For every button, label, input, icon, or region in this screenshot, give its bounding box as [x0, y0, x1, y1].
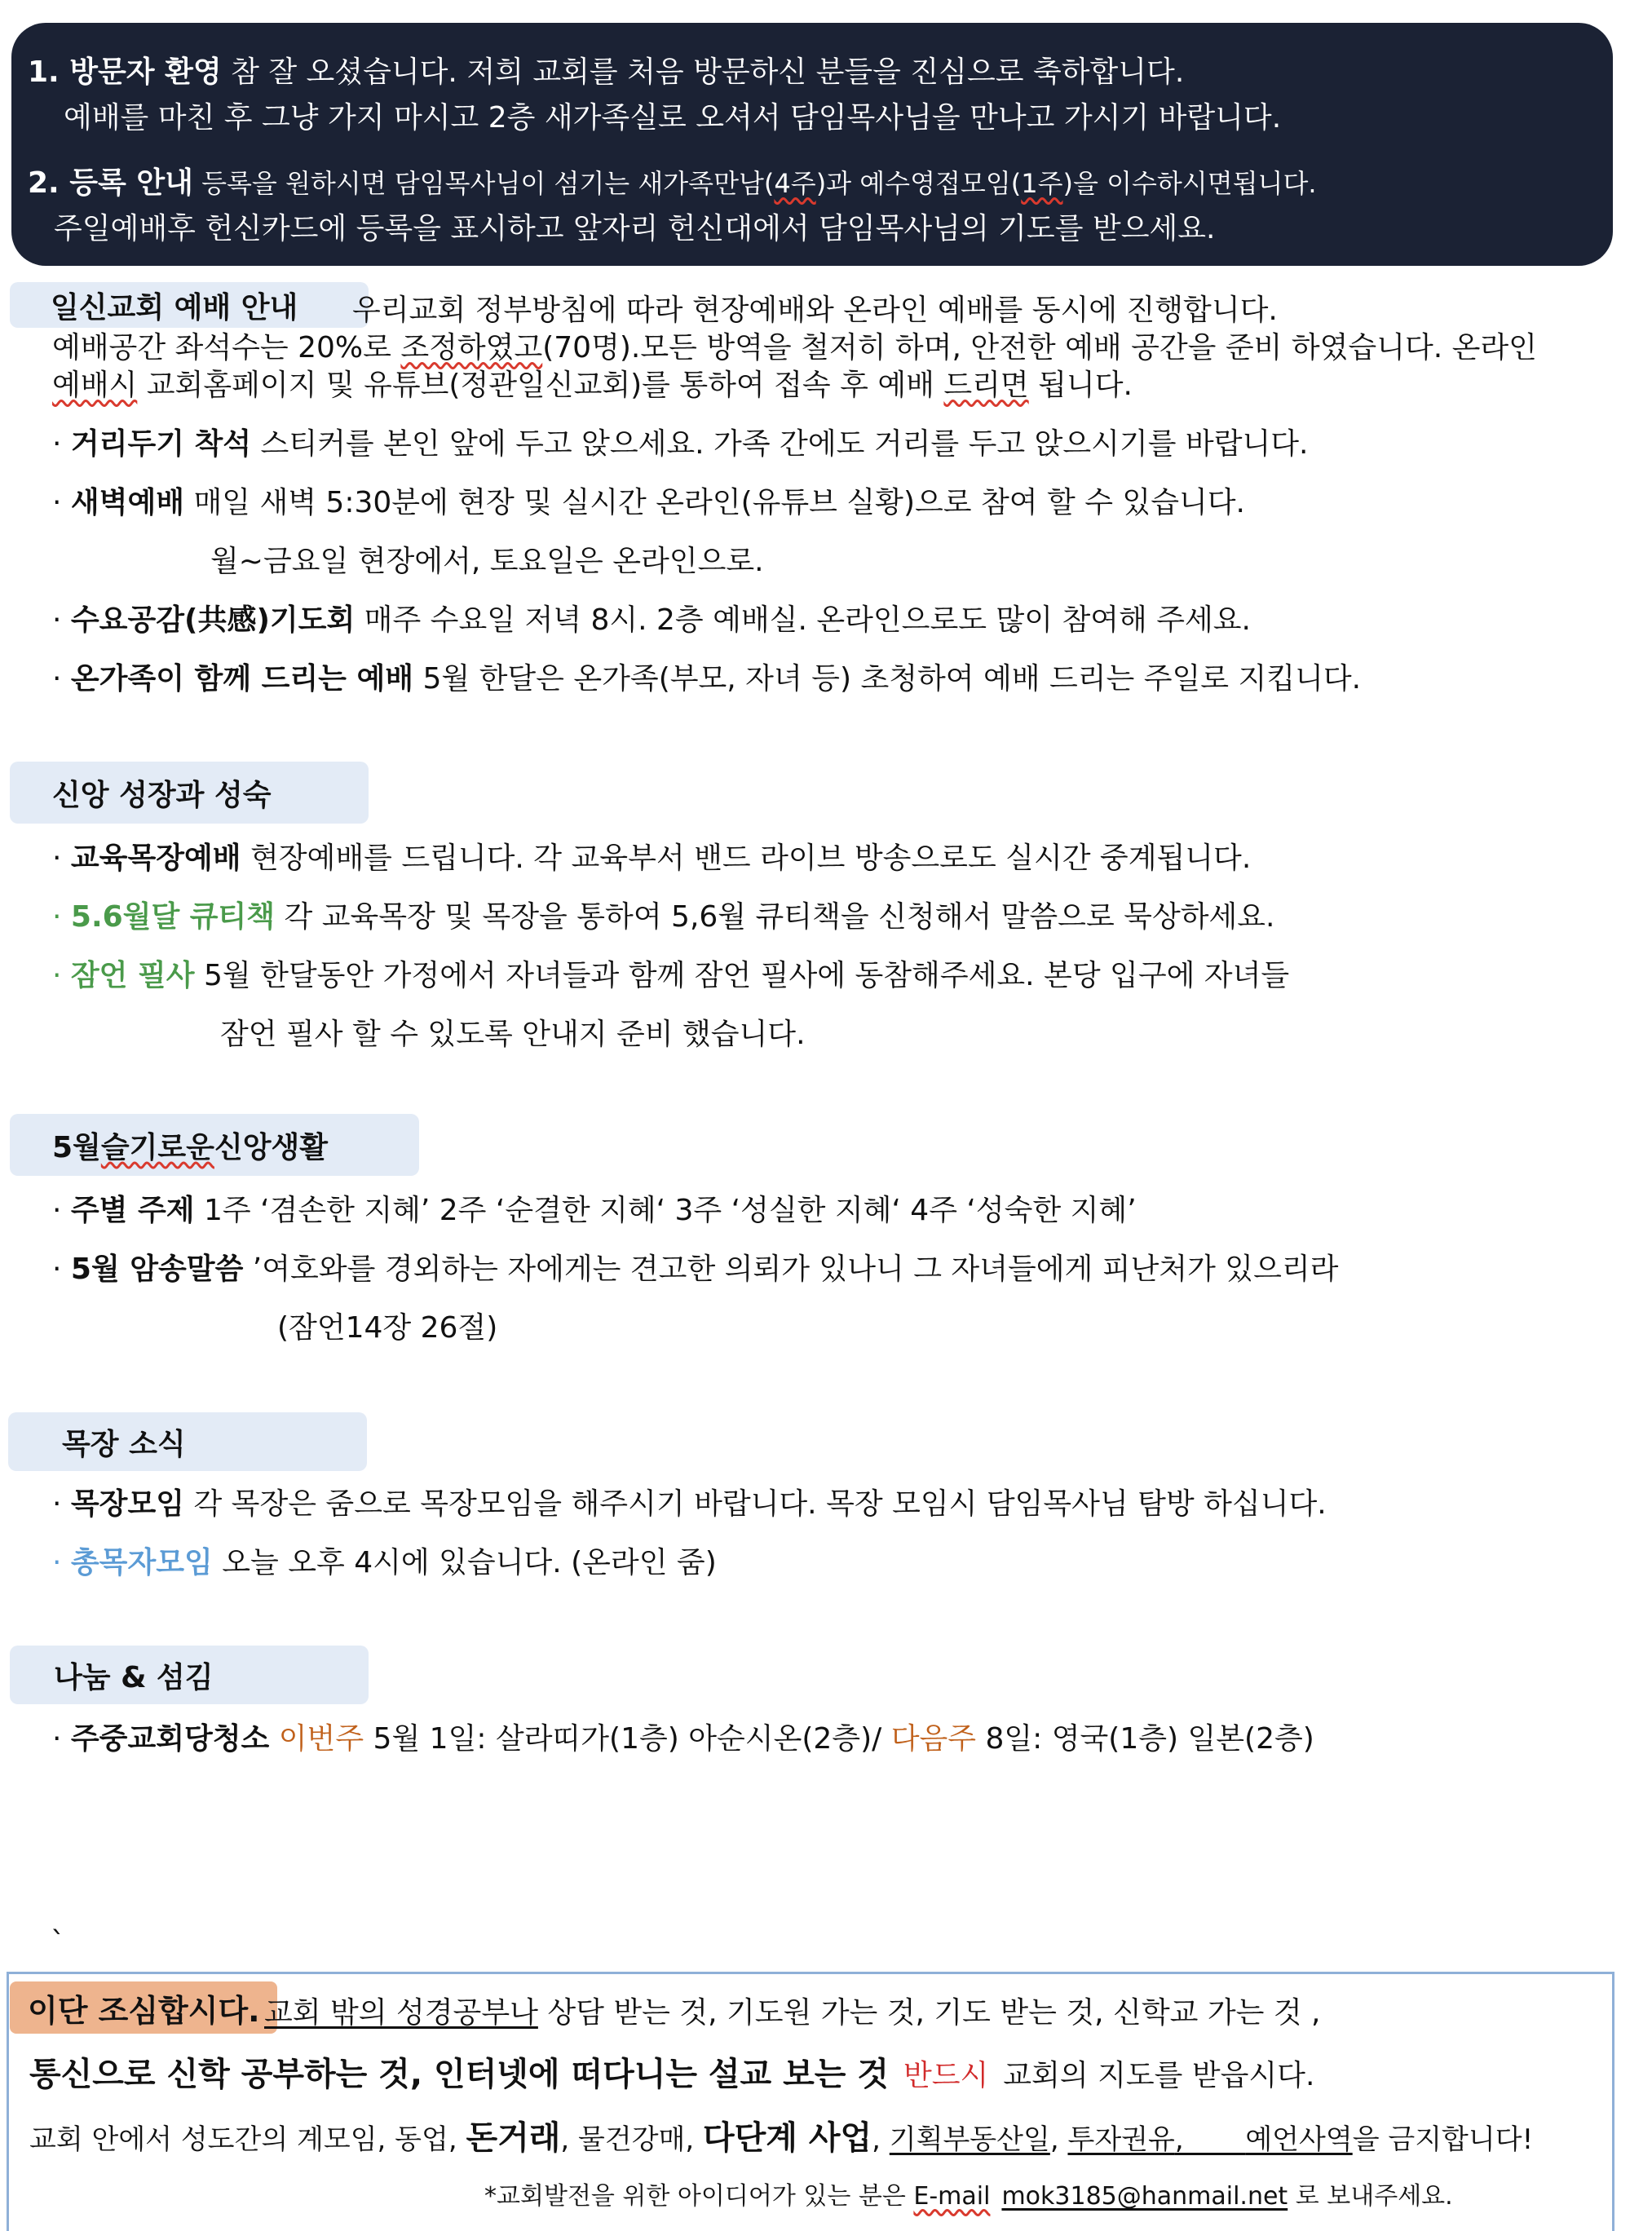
caution-line3-a: 교회 안에서 성도간의 계모임, 동업, — [29, 2123, 466, 2156]
caution-line3-k: 을 금지합니다! — [1352, 2123, 1534, 2156]
may-tab-b: 슬기로운 — [100, 1130, 214, 1164]
caution-line-3 — [29, 2112, 1533, 2158]
share-b1-text-a: 5월 1일: 살라띠가(1층) 아순시온(2층)/ — [364, 1722, 891, 1756]
share-b1-title: 주중교회당청소 — [70, 1722, 270, 1756]
caution-line3-b: 돈거래 — [466, 2119, 561, 2157]
may-b1-text: 1주 ‘겸손한 지혜’ 2주 ‘순결한 지혜‘ 3주 ‘성실한 지혜‘ 4주 ‘성숙한 지혜’ — [194, 1194, 1137, 1227]
worship-b3-text: 매주 수요일 저녁 8시. 2층 예배실. 온라인으로도 많이 참여해 주세요. — [355, 603, 1251, 637]
welcome-box — [11, 23, 1613, 266]
faith-bullet-education: · 교육목장예배 현장예배를 드립니다. 각 교육부서 밴드 라이브 방송으로도 실시간 중계됩니다. — [52, 842, 1252, 875]
welcome-line-4: 주일예배후 헌신카드에 등록을 표시하고 앞자리 헌신대에서 담임목사님의 기도를 받으세요. — [54, 212, 1216, 245]
faith-b1-title: 교육목장예배 — [70, 842, 241, 875]
may-tab-a: 5월 — [52, 1130, 101, 1164]
welcome-item2-text-e: )을 이수하시면됩니다. — [1062, 168, 1317, 199]
worship-b1-text: 스티커를 본인 앞에 두고 앉으세요. 가족 간에도 거리를 두고 앉으시기를 바랍니다. — [251, 427, 1309, 461]
worship-b4-text: 5월 한달은 온가족(부모, 자녀 등) 초청하여 예배 드리는 주일로 지킵니다. — [413, 662, 1362, 696]
welcome-item2-text-c: )과 예수영접모임( — [815, 168, 1022, 199]
welcome-item1-title: 1. 방문자 환영 — [28, 55, 222, 89]
worship-intro-2b: 조정하였고 — [400, 331, 543, 364]
caution-line2-b: 반드시 — [903, 2059, 989, 2092]
worship-bullet-family: · 온가족이 함께 드리는 예배 5월 한달은 온가족(부모, 자녀 등) 초청하여 예배 드리는 주일로 지킵니다. — [52, 662, 1362, 696]
welcome-item1-text: 참 잘 오셨습니다. 저희 교회를 처음 방문하신 분들을 진심으로 축하합니다. — [221, 55, 1185, 89]
may-bullet-themes: · 주별 주제 1주 ‘겸손한 지혜’ 2주 ‘순결한 지혜‘ 3주 ‘성실한 지혜‘ 4주 ‘성숙한 지혜’ — [52, 1194, 1137, 1227]
worship-bullet-dawn: · 새벽예배 매일 새벽 5:30분에 현장 및 실시간 온라인(유튜브 실황)으로 참여 할 수 있습니다. — [52, 486, 1245, 519]
welcome-item2-1week: 1주 — [1021, 168, 1063, 199]
group-b1-text: 각 목장은 줌으로 목장모임을 해주시기 바랍니다. 목장 모임시 담임목사님 탐방 하십니다. — [184, 1487, 1327, 1521]
faith-bullet-proverbs-line2: 잠언 필사 할 수 있도록 안내지 준비 했습니다. — [220, 1018, 806, 1051]
caution-line3-c: , 물건강매, — [560, 2123, 703, 2156]
welcome-line-3 — [28, 160, 1317, 201]
faith-bullet-qt: · 5.6월달 큐티책 각 교육목장 및 목장을 통하여 5,6월 큐티책을 신청해서 말씀으로 묵상하세요. — [52, 900, 1275, 934]
worship-intro-3b: 교회홈페이지 및 유튜브(정관일신교회)를 통하여 접속 후 예배 — [137, 369, 944, 402]
welcome-line-1 — [28, 49, 1184, 91]
caution-label: 이단 조심합시다. — [10, 1981, 277, 2034]
share-b1-text-b: 8일: 영국(1층) 일본(2층) — [976, 1722, 1314, 1756]
worship-bullet-dawn-line2: 월~금요일 현장에서, 토요일은 온라인으로. — [210, 545, 764, 578]
caution-note-a: *교회발전을 위한 아이디어가 있는 분은 — [484, 2182, 914, 2211]
caution-line3-g: , — [1049, 2123, 1068, 2156]
may-b1-title: 주별 주제 — [70, 1194, 195, 1227]
worship-intro-1: 우리교회 정부방침에 따라 현장예배와 온라인 예배를 동시에 진행합니다. — [352, 294, 1278, 327]
group-b2-title: 총목자모임 — [70, 1546, 213, 1579]
tab-faith: 신앙 성장과 성숙 — [10, 762, 369, 824]
worship-intro-3c: 드리면 — [943, 369, 1029, 402]
tab-worship: 일신교회 예배 안내 — [10, 282, 369, 328]
caution-line2-a: 통신으로 신학 공부하는 것, 인터넷에 떠다니는 설교 보는 것 — [29, 2056, 889, 2093]
caution-note-email-label: E-mail — [913, 2182, 991, 2211]
caution-line-2 — [29, 2048, 1314, 2095]
worship-bullet-wednesday: · 수요공감(共感)기도회 매주 수요일 저녁 8시. 2층 예배실. 온라인으로도 많이 참여해 주세요. — [52, 603, 1251, 637]
welcome-line-2: 예배를 마친 후 그냥 가지 마시고 2층 새가족실로 오셔서 담임목사님을 만나고 가시기 바랍니다. — [64, 101, 1282, 135]
group-b1-title: 목장모임 — [70, 1487, 184, 1521]
caution-line1-b: 상담 받는 것, 기도원 가는 것, 기도 받는 것, 신학교 가는 것 , — [537, 1996, 1321, 2030]
faith-b2-text: 각 교육목장 및 목장을 통하여 5,6월 큐티책을 신청해서 말씀으로 묵상하세요. — [275, 900, 1275, 934]
welcome-item2-text-a: 등록을 원하시면 담임목사님이 섬기는 새가족만남( — [192, 168, 775, 199]
share-this-week: 이번주 — [269, 1722, 364, 1756]
may-b2-title: 5월 암송말씀 — [70, 1252, 244, 1286]
tab-group: 목장 소식 — [8, 1412, 367, 1471]
worship-b1-title: 거리두기 착석 — [70, 427, 252, 461]
group-b2-text: 오늘 오후 4시에 있습니다. (온라인 줌) — [212, 1546, 717, 1579]
faith-b1-text: 현장예배를 드립니다. 각 교육부서 밴드 라이브 방송으로도 실시간 중계됩니다. — [241, 842, 1252, 875]
tab-share: 나눔 & 섬김 — [10, 1646, 369, 1704]
caution-line3-f: 기획부동산일 — [889, 2123, 1050, 2156]
caution-line2-c: 교회의 지도를 받읍시다. — [1003, 2059, 1315, 2092]
worship-b4-title: 온가족이 함께 드리는 예배 — [70, 662, 414, 696]
group-bullet-leaders: · 총목자모임 오늘 오후 4시에 있습니다. (온라인 줌) — [52, 1546, 717, 1579]
worship-b2-text: 매일 새벽 5:30분에 현장 및 실시간 온라인(유튜브 실황)으로 참여 할 수 있습니다. — [184, 486, 1245, 519]
welcome-item2-title: 2. 등록 안내 — [28, 166, 193, 200]
worship-b3-title: 수요공감(共感)기도회 — [70, 603, 356, 637]
caution-line1-a: 교회 밖의 성경공부나 — [264, 1996, 538, 2030]
share-next-week: 다음주 — [890, 1722, 977, 1756]
share-bullet-cleaning: · 주중교회당청소 이번주 5월 1일: 살라띠가(1층) 아순시온(2층)/ 다음주 8일: 영국(1층) 일본(2층) — [52, 1722, 1314, 1756]
caution-note — [484, 2176, 1453, 2211]
worship-intro-2 — [52, 325, 1537, 366]
may-bullet-memory-ref: (잠언14장 26절) — [277, 1311, 498, 1345]
worship-intro-3 — [52, 362, 1133, 404]
caution-line3-d: 다단계 사업 — [703, 2119, 872, 2157]
worship-b2-title: 새벽예배 — [70, 486, 184, 519]
stray-mark: ` — [51, 1926, 65, 1959]
group-bullet-meeting: · 목장모임 각 목장은 줌으로 목장모임을 해주시기 바랍니다. 목장 모임시 담임목사님 탐방 하십니다. — [52, 1487, 1327, 1521]
may-b2-text: ’여호와를 경외하는 자에게는 견고한 의뢰가 있나니 그 자녀들에게 피난처가 있으리라 — [243, 1252, 1339, 1286]
worship-intro-2a: 예배공간 좌석수는 20%로 — [52, 331, 401, 364]
caution-line3-j: 예언사역 — [1245, 2123, 1353, 2156]
worship-bullet-distance: · 거리두기 착석 스티커를 본인 앞에 두고 앉으세요. 가족 간에도 거리를 두고 앉으시기를 바랍니다. — [52, 427, 1309, 461]
worship-intro-3d: 됩니다. — [1028, 369, 1133, 402]
worship-intro-2c: (70명).모든 방역을 철저히 하며, 안전한 예배 공간을 준비 하였습니다. 온라인 — [542, 331, 1537, 364]
caution-note-d: 로 보내주세요. — [1288, 2182, 1453, 2211]
worship-intro-3a: 예배시 — [52, 369, 138, 402]
may-tab-c: 신앙생활 — [214, 1130, 329, 1164]
faith-bullet-proverbs: · 잠언 필사 5월 한달동안 가정에서 자녀들과 함께 잠언 필사에 동참해주세요. 본당 입구에 자녀들 — [52, 959, 1290, 992]
faith-b2-title: 5.6월달 큐티책 — [70, 900, 276, 934]
caution-line-1 — [264, 1990, 1321, 2031]
tab-may — [10, 1114, 419, 1176]
may-bullet-memory: · 5월 암송말씀 ’여호와를 경외하는 자에게는 견고한 의뢰가 있나니 그 자녀들에게 피난처가 있으리라 — [52, 1252, 1339, 1286]
welcome-item2-4weeks: 4주 — [774, 168, 816, 199]
faith-b3-text: 5월 한달동안 가정에서 자녀들과 함께 잠언 필사에 동참해주세요. 본당 입구에 자녀들 — [194, 959, 1290, 992]
caution-note-email[interactable]: mok3185@hanmail.net — [1001, 2182, 1288, 2211]
caution-line3-h: 투자권유 — [1067, 2123, 1175, 2156]
caution-line3-i: , — [1174, 2123, 1246, 2156]
faith-b3-title: 잠언 필사 — [70, 959, 195, 992]
caution-line3-e: , — [872, 2123, 890, 2156]
